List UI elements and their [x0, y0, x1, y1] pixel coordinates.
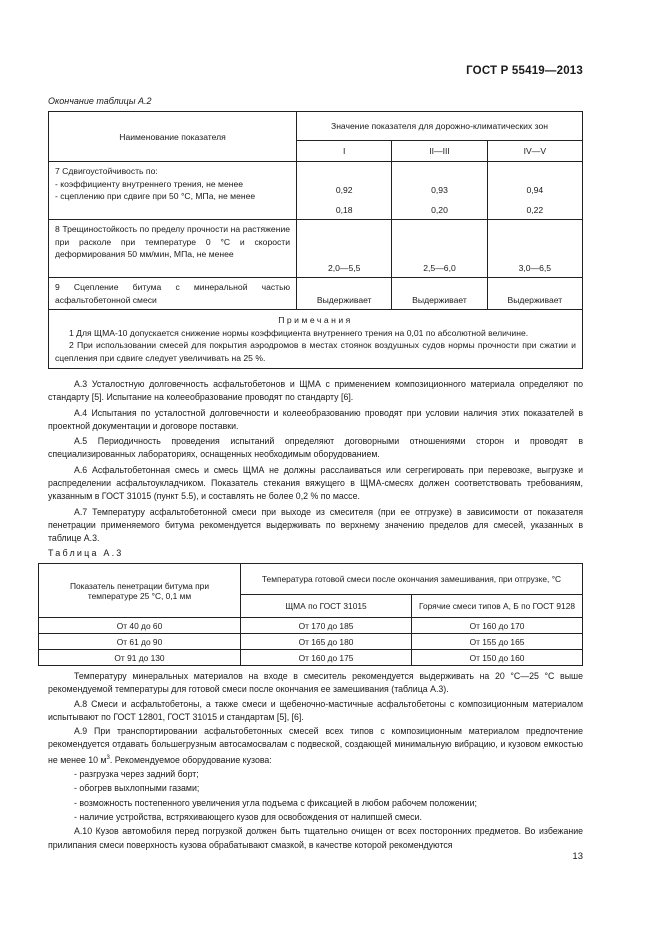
zone-header: IV—V	[487, 141, 582, 162]
col-header-zones: Значение показателя для дорожно-климатических зон	[297, 112, 583, 141]
sub-header-shma: ЩМА по ГОСТ 31015	[241, 595, 412, 618]
paragraph: А.10 Кузов автомобиля перед погрузкой должен быть тщательно очищен от всех посторонних предметов. Во избежание прилипания смеси поверхность кузова обрабатывают смазкой, в качестве которой рекомендуются	[48, 826, 583, 850]
param-line: - сцеплению при сдвиге при 50 °С, МПа, не менее	[55, 191, 256, 201]
note: 1 Для ЩМА-10 допускается снижение нормы коэффициента внутреннего трения на 0,01 по абсолютной величине.	[69, 327, 529, 338]
list-item: - наличие устройства, встряхивающего кузов для освобождения от налипшей смеси.	[74, 812, 422, 823]
value: 0,92	[335, 185, 353, 195]
value: 0,22	[526, 204, 544, 215]
paragraph: А.5 Периодичность проведения испытаний определяют договорными отношениями сторон и проводят в специализированных лабораториях, оснащенных необходимым оборудованием.	[48, 436, 583, 460]
param-line: 7 Сдвигоустойчивость по:	[55, 166, 158, 176]
param-line: - коэффициенту внутреннего трения, не менее	[55, 178, 244, 189]
paragraph-text: . Рекомендуемое оборудование кузова:	[109, 754, 272, 765]
superscript: 3	[106, 754, 110, 761]
value: 0,94	[526, 185, 544, 195]
value-cell: Выдерживает	[297, 278, 392, 310]
page-number: 13	[572, 851, 583, 862]
table-cell: От 170 до 185	[241, 618, 412, 634]
list-item: - разгрузка через задний борт;	[74, 768, 199, 779]
param-cell: 8 Трещиностойкость по пределу прочности на растяжение при расколе при температуре 0 °С и скорости деформирования 50 мм/мин, МПа, не менее	[49, 220, 297, 278]
table-cell: От 160 до 175	[241, 650, 412, 666]
paragraph: А.3 Усталостную долговечность асфальтобетонов и ЩМА с применением композиционного материала определяют по стандарту [5]. Испытание на колееобразование проводят по стандарту [6].	[48, 379, 583, 403]
paragraph: А.8 Смеси и асфальтобетоны, а также смеси и щебеночно-мастичные асфальтобетоны с композиционным материалом испытывают по ГОСТ 12801, ГОСТ 31015 и стандартам [5], [6].	[48, 698, 583, 722]
table-cell: От 40 до 60	[39, 618, 241, 634]
value-cell	[297, 162, 392, 220]
value: 0,18	[335, 204, 353, 215]
table-cell: От 61 до 90	[39, 634, 241, 650]
paragraph: Температуру минеральных материалов на входе в смеситель рекомендуется выдерживать на 20 °С—25 °С выше рекомендуемой температуры для готовой смеси после окончания ее замешивания (таблица А.3).	[48, 671, 583, 695]
table-row	[49, 162, 583, 220]
notes-cell	[49, 310, 583, 369]
col-header-param: Наименование показателя	[49, 112, 297, 162]
paragraph-text: А.9 При транспортировании асфальтобетонных смесей всех типов с композиционным материалом предпочтение рекомендуется отдавать большегрузным автосамосвалам с подвеской, создающей минимальную вибрацию, и кузовом емкостью не менее 10 м	[48, 726, 583, 765]
table-cell: От 150 до 160	[412, 650, 583, 666]
table-row	[39, 618, 583, 634]
paragraph	[48, 725, 583, 767]
zone-header: I	[297, 141, 392, 162]
table-row	[49, 220, 583, 278]
section-paragraphs-2	[48, 670, 583, 853]
value-cell	[487, 162, 582, 220]
value-cell: Выдерживает	[392, 278, 487, 310]
value: 0,93	[431, 185, 448, 195]
table-cell: От 91 до 130	[39, 650, 241, 666]
value: 0,20	[431, 204, 448, 215]
zone-header: II—III	[392, 141, 487, 162]
param-cell: 9 Сцепление битума с минеральной частью асфальтобетонной смеси	[49, 278, 297, 310]
list-item: - возможность постепенного увеличения угла подъема с фиксацией в любом рабочем положении;	[74, 797, 477, 808]
value-cell: 3,0—6,5	[487, 220, 582, 278]
sub-header-hot-mix: Горячие смеси типов А, Б по ГОСТ 9128	[412, 595, 583, 618]
note: 2 При использовании смесей для покрытия аэродромов в местах стоянок воздушных судов нормы прочности при сжатии и сцепления при сдвиге следует увеличивать на 25 %.	[55, 340, 576, 363]
list-item: - обогрев выхлопными газами;	[74, 783, 200, 794]
table-a3	[38, 563, 583, 666]
table-a3-caption: Таблица А.3	[48, 548, 124, 558]
col-header-penetration: Показатель пенетрации битума при температуре 25 °С, 0,1 мм	[39, 564, 241, 618]
value-cell: 2,0—5,5	[297, 220, 392, 278]
notes-row	[49, 310, 583, 369]
col-header-temperature: Температура готовой смеси после окончания замешивания, при отгрузке, °С	[241, 564, 583, 595]
notes-title: Примечания	[278, 315, 353, 325]
document-header: ГОСТ Р 55419—2013	[466, 65, 583, 77]
paragraph: А.4 Испытания по усталостной долговечности и колееобразованию проводят при условии наличия этих показателей в проектной документации и договоре поставки.	[48, 407, 583, 431]
paragraph: А.7 Температуру асфальтобетонной смеси при выходе из смесителя (при ее отгрузке) в зависимости от показателя пенетрации применяемого битума рекомендуется выдерживать по верхнему значению пределов для смесей, указанных в таблице А.3.	[48, 506, 583, 543]
table-row	[39, 634, 583, 650]
value-cell: Выдерживает	[487, 278, 582, 310]
table-a2-caption: Окончание таблицы А.2	[48, 96, 152, 106]
param-cell	[49, 162, 297, 220]
value-cell	[392, 162, 487, 220]
value-cell: 2,5—6,0	[392, 220, 487, 278]
section-paragraphs	[48, 378, 583, 547]
table-cell: От 160 до 170	[412, 618, 583, 634]
table-row	[49, 278, 583, 310]
table-a2	[48, 111, 583, 369]
paragraph: А.6 Асфальтобетонная смесь и смесь ЩМА не должны расслаиваться или сегрегировать при перевозке, выгрузке и распределении асфальтоукладчиком. Показатель стекания вяжущего в ЩМА-смесях должен соответствовать требованиям, указанным в ГОСТ 31015 (пункт 5.5), и составлять не более 0,2 % по массе.	[48, 464, 583, 502]
table-cell: От 155 до 165	[412, 634, 583, 650]
table-cell: От 165 до 180	[241, 634, 412, 650]
table-row	[39, 650, 583, 666]
